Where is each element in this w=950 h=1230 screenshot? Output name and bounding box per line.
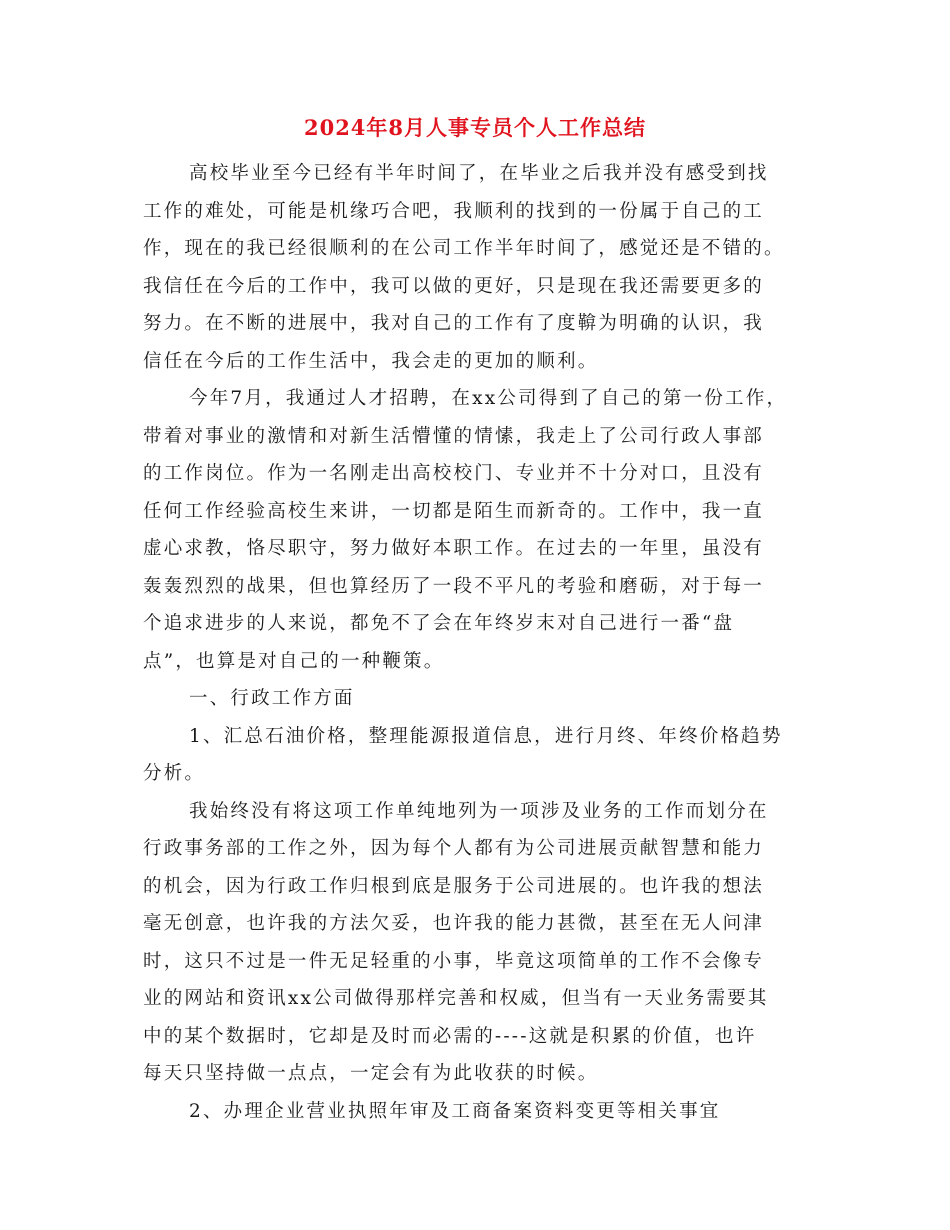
text-line: 今年7月，我通过人才招聘，在xx公司得到了自己的第一份工作， xyxy=(189,388,788,409)
text-line: 努力。在不断的进展中，我对自己的工作有了度鞥为明确的认识，我 xyxy=(143,313,765,334)
text-line: 虚心求教，恪尽职守，努力做好本职工作。在过去的一年里，虽没有 xyxy=(143,538,765,559)
text-line: 一、行政工作方面 xyxy=(189,688,355,709)
text-line: 1、汇总石油价格，整理能源报道信息，进行月终、年终价格趋势 xyxy=(189,725,783,747)
text-line: 的机会，因为行政工作归根到底是服务于公司进展的。也许我的想法 xyxy=(143,875,765,897)
text-line: 个追求进步的人来说，都免不了会在年终岁末对自己进行一番“盘 xyxy=(143,613,735,634)
text-line: 我始终没有将这项工作单纯地列为一项涉及业务的工作而划分在 xyxy=(189,800,769,822)
text-line: 行政事务部的工作之外，因为每个人都有为公司进展贡献智慧和能力 xyxy=(143,838,765,859)
document-body xyxy=(143,155,813,1130)
text-line: 任何工作经验高校生来讲，一切都是陌生而新奇的。工作中，我一直 xyxy=(143,500,765,522)
text-line: 毫无创意，也许我的方法欠妥，也许我的能力甚微，甚至在无人问津 xyxy=(143,913,765,934)
text-line: 轰轰烈烈的战果，但也算经历了一段不平凡的考验和磨砺，对于每一 xyxy=(143,575,765,597)
text-line: 信任在今后的工作生活中，我会走的更加的顺利。 xyxy=(143,350,599,372)
text-line: 高校毕业至今已经有半年时间了，在毕业之后我并没有感受到找 xyxy=(189,163,769,184)
text-line: 工作的难处，可能是机缘巧合吧，我顺利的找到的一份属于自己的工 xyxy=(143,200,765,222)
text-line: 带着对事业的激情和对新生活懵懂的情愫，我走上了公司行政人事部 xyxy=(143,425,765,447)
text-line: 业的网站和资讯xx公司做得那样完善和权威，但当有一天业务需要其 xyxy=(143,988,769,1009)
text-line: 点”，也算是对自己的一种鞭策。 xyxy=(143,650,445,672)
text-line: 作，现在的我已经很顺利的在公司工作半年时间了，感觉还是不错的。 xyxy=(143,238,785,259)
text-line: 每天只坚持做一点点，一定会有为此收获的时候。 xyxy=(143,1063,599,1084)
text-line: 中的某个数据时，它却是及时而必需的----这就是积累的价值，也许 xyxy=(143,1025,757,1047)
text-line: 时，这只不过是一件无足轻重的小事，毕竟这项简单的工作不会像专 xyxy=(143,950,765,972)
text-line: 我信任在今后的工作中，我可以做的更好，只是现在我还需要更多的 xyxy=(143,275,765,297)
text-line: 的工作岗位。作为一名刚走出高校校门、专业并不十分对口，且没有 xyxy=(143,463,765,484)
text-line: 分析。 xyxy=(143,763,206,784)
text-line: 2、办理企业营业执照年审及工商备案资料变更等相关事宜 xyxy=(189,1100,721,1122)
document-title: 2024年8月人事专员个人工作总结 xyxy=(303,115,647,140)
